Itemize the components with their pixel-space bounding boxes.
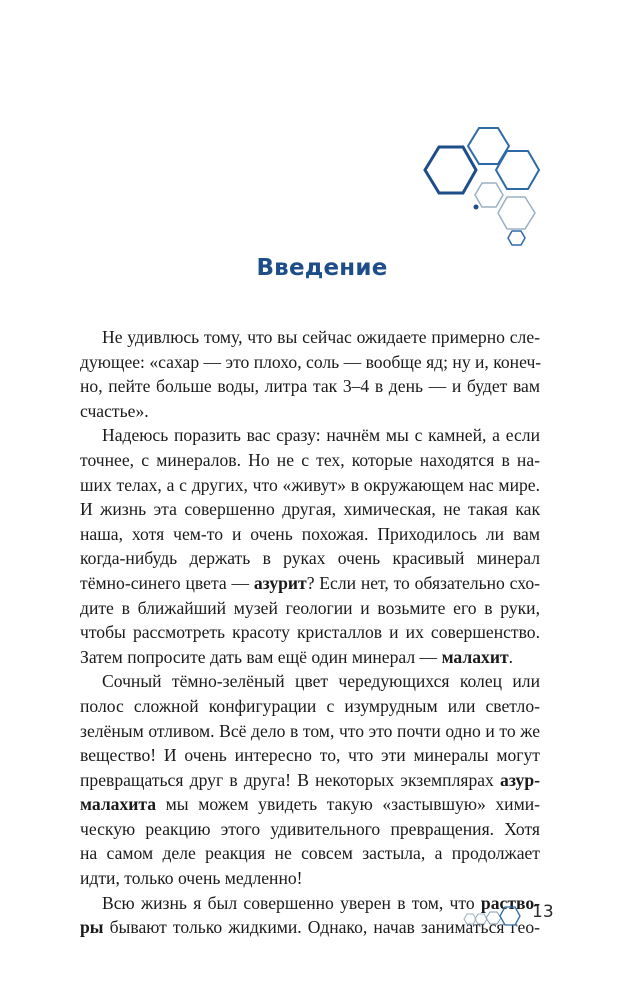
text-line xyxy=(80,571,540,596)
text-run: Всю жизнь я был совершенно уверен в том, что xyxy=(102,892,481,913)
text-line: ческую реакцию этого удивительного превращения. Хотя xyxy=(80,818,540,839)
text-line: вещество! И очень интересно то, что эти минералы могут xyxy=(80,745,540,766)
text-line: ших телах, а с других, что «живут» в окружающем нас мире. xyxy=(80,474,540,495)
bold-term-azur: азур- xyxy=(500,769,540,790)
text-line: чтобы рассмотреть красоту кристаллов и их совершенство. xyxy=(80,622,540,643)
hexagon-molecule-decoration xyxy=(410,118,560,258)
bold-term-malachita: малахита xyxy=(80,794,157,815)
text-run: тёмно-синего цвета — xyxy=(80,572,254,593)
text-line: дите в ближайший музей геологии и возьмите его в руки, xyxy=(80,597,540,618)
text-line: Надеюсь поразить вас сразу: начнём мы с камней, а если xyxy=(102,425,540,446)
text-line xyxy=(80,768,540,793)
text-line: дующее: «сахар — это плохо, соль — вообще яд; ну и, конеч- xyxy=(80,351,542,372)
hexagon-middle-light xyxy=(475,183,503,207)
chapter-title: Введение xyxy=(256,255,388,281)
hexagon-lower-light xyxy=(498,197,535,229)
text-line: Сочный тёмно-зелёный цвет чередующихся колец или xyxy=(102,671,540,692)
text-line: точнее, с минералов. Но не с тех, которые находятся в на- xyxy=(80,449,540,470)
text-line: но, пейте больше воды, литра так 3–4 в день — и будет вам xyxy=(80,376,540,397)
text-line: наша, хотя чем-то и очень похожая. Приходилось ли вам xyxy=(80,523,540,544)
text-run: Затем попросите дать вам ещё один минерал — xyxy=(80,646,442,667)
page-number: 13 xyxy=(532,902,554,922)
footer-hexagons-icon xyxy=(462,904,522,926)
text-run: мы можем увидеть такую «застывшую» хими- xyxy=(156,794,540,815)
text-run: превращаться друг в друга! В некоторых экземплярах xyxy=(80,769,501,790)
text-line: полос сложной конфигурации с изумрудным или светло- xyxy=(80,695,540,716)
text-run: бывают только жидкими. Однако, начав заниматься гео- xyxy=(103,917,540,938)
text-line: зелёным отливом. Всё дело в том, что это почти одно и то же xyxy=(80,720,540,741)
text-line: на самом деле реакция не совсем застыла, а продолжает xyxy=(80,843,540,864)
text-line: счастье». xyxy=(80,400,149,421)
text-line xyxy=(80,645,540,670)
bold-term-malachite: малахит xyxy=(441,646,509,667)
text-run: ? Если нет, то обязательно схо- xyxy=(306,572,541,593)
text-line xyxy=(80,792,540,817)
text-line: Не удивлюсь тому, что вы сейчас ожидаете примерно сле- xyxy=(102,327,540,347)
hexagon-node-dot xyxy=(474,205,479,210)
bold-term-azurite: азурит xyxy=(253,572,307,593)
text-line: идти, только очень медленно! xyxy=(80,868,303,889)
text-line: когда-нибудь держать в руках очень красивый минерал xyxy=(80,548,540,569)
hexagon-large-dark xyxy=(425,147,476,193)
text-run: . xyxy=(508,646,514,667)
text-line: И жизнь эта совершенно другая, химическая, не такая как xyxy=(80,499,540,520)
hexagon-small-bottom xyxy=(508,231,525,245)
bold-term-rastvo: раство- xyxy=(480,892,540,913)
bold-term-ry: ры xyxy=(80,917,104,938)
chapter-body xyxy=(80,325,540,940)
